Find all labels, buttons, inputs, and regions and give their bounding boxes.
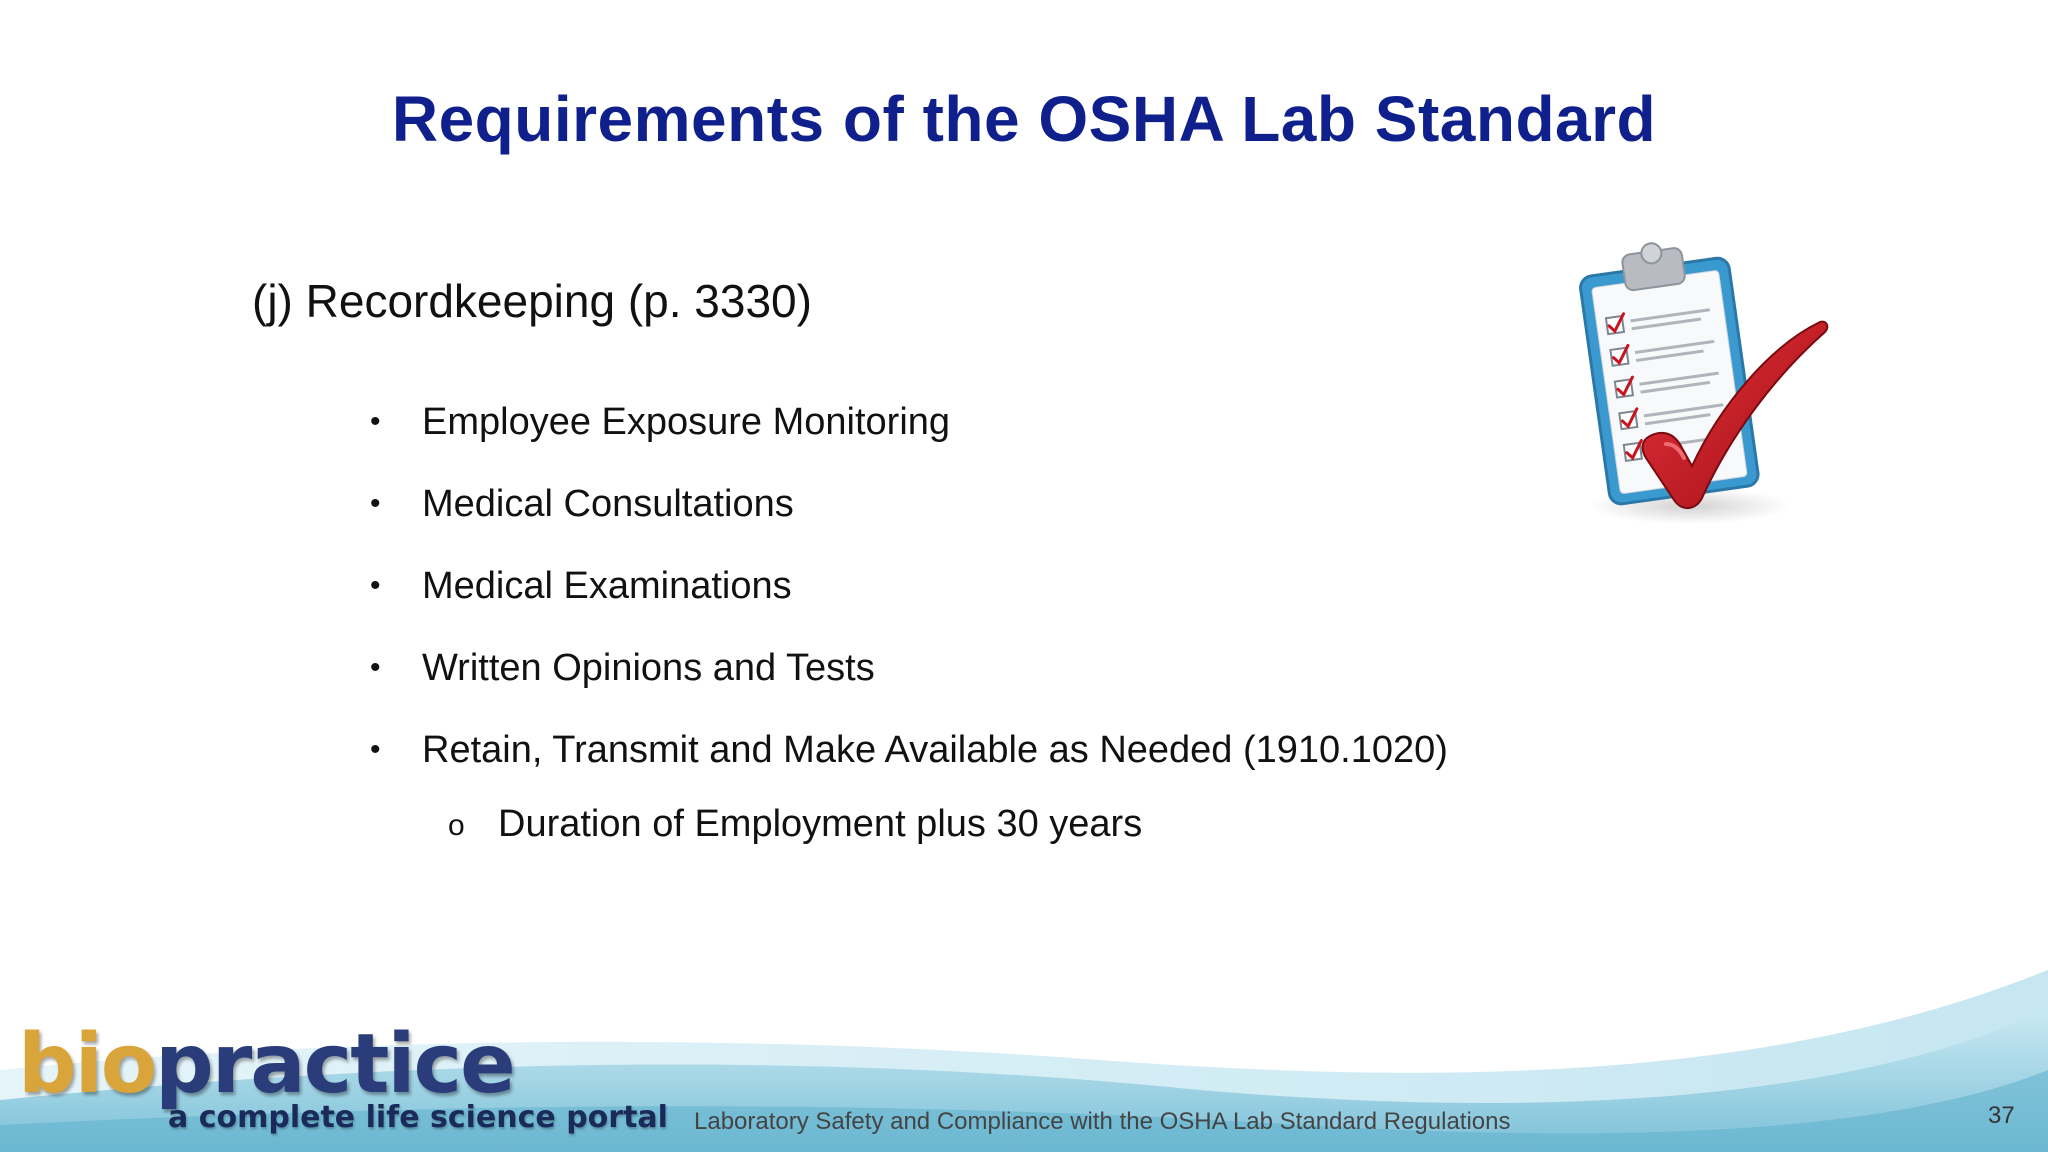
clipboard-checkmark-icon <box>1570 236 1840 536</box>
sub-list-item <box>448 798 1142 850</box>
bullet-text: Employee Exposure Monitoring <box>422 401 951 443</box>
logo-wordmark <box>18 1017 514 1112</box>
sub-bullet-text: Duration of Employment plus 30 years <box>498 803 1143 845</box>
section-heading: (j) Recordkeeping (p. 3330) <box>252 275 812 327</box>
list-item <box>370 724 1448 806</box>
bullet-text: Medical Examinations <box>422 565 792 607</box>
logo-bio: bio <box>18 1017 156 1112</box>
page-number: 37 <box>1988 1102 2015 1129</box>
bullet-marker: • <box>370 405 381 438</box>
biopractice-logo <box>18 1017 668 1150</box>
bullet-list <box>370 396 1448 806</box>
slide-title: Requirements of the OSHA Lab Standard <box>391 83 1657 155</box>
logo-practice: practice <box>155 1017 514 1112</box>
list-item <box>370 478 1448 560</box>
logo-tagline: a complete life science portal <box>168 1100 668 1135</box>
sub-bullet-marker: o <box>448 809 465 842</box>
list-item <box>370 642 1448 724</box>
list-item <box>370 396 1448 478</box>
bullet-marker: • <box>370 651 381 684</box>
bullet-marker: • <box>370 569 381 602</box>
bullet-text: Retain, Transmit and Make Available as Needed (1910.1020) <box>422 729 1448 771</box>
bullet-marker: • <box>370 733 381 766</box>
bullet-text: Written Opinions and Tests <box>422 647 875 689</box>
bullet-text: Medical Consultations <box>422 483 794 525</box>
list-item <box>370 560 1448 642</box>
footer-text: Laboratory Safety and Compliance with the OSHA Lab Standard Regulations <box>694 1108 1511 1135</box>
bullet-marker: • <box>370 487 381 520</box>
